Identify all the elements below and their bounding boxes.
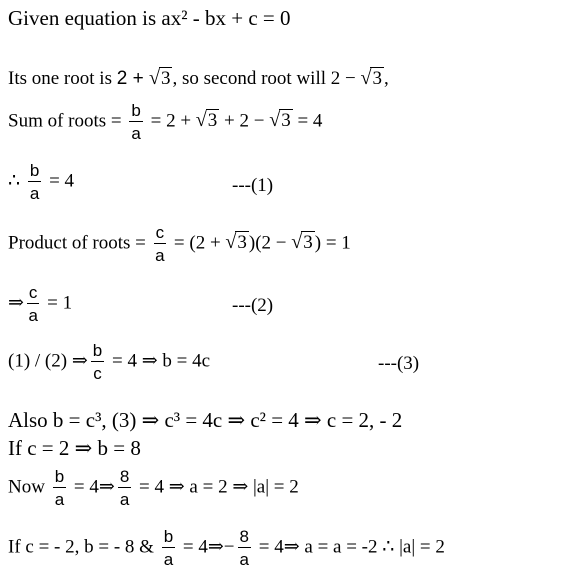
fraction-8-over-a: $\frac{8}{a}$ bbox=[239, 527, 249, 569]
equation-label-1: ---(1) bbox=[232, 175, 274, 196]
case-c-positive: If c = 2 ⇒ b = 8 bbox=[8, 436, 141, 460]
case-a-positive bbox=[8, 468, 299, 508]
sum-result: = 4 bbox=[292, 110, 323, 132]
ratio-label: (1) / (2) ⇒ bbox=[8, 350, 88, 372]
product-expr: = (2 + bbox=[169, 232, 226, 254]
sqrt-3: √3 bbox=[148, 67, 171, 89]
now-label: Now bbox=[8, 476, 50, 498]
product-of-roots bbox=[8, 224, 351, 264]
sum-of-roots bbox=[8, 102, 322, 142]
fraction-b-over-a: $\frac{b}{a}$ bbox=[54, 467, 65, 509]
root-expression: 2 + bbox=[116, 68, 149, 89]
sqrt-3: √3 bbox=[225, 231, 247, 254]
case-c-negative bbox=[8, 528, 445, 568]
negative-case-result: = 4⇒ a = a = -2 ∴ |a| = 2 bbox=[254, 536, 445, 558]
equation-label-3: ---(3) bbox=[378, 353, 420, 374]
equation-3 bbox=[8, 342, 210, 382]
case-a-result: = 4 ⇒ a = 2 ⇒ |a| = 2 bbox=[134, 476, 299, 498]
sqrt-3: √3 bbox=[269, 109, 291, 132]
equation-2-result: = 1 bbox=[42, 292, 73, 314]
sum-expr: = 2 + bbox=[145, 110, 196, 132]
roots-statement bbox=[8, 66, 389, 91]
equation-3-result: = 4 ⇒ b = 4c bbox=[107, 350, 211, 372]
sqrt-3: √3 bbox=[360, 67, 382, 89]
sqrt-3: √3 bbox=[195, 109, 218, 132]
fraction-b-over-c: $\frac{b}{c}$ bbox=[92, 341, 103, 383]
equation-label-2: ---(2) bbox=[232, 295, 274, 316]
fraction-b-over-a: $\frac{b}{a}$ bbox=[29, 161, 40, 203]
implies-symbol: ⇒ bbox=[8, 292, 24, 314]
therefore-symbol: ∴ bbox=[8, 170, 25, 192]
product-result: ) = 1 bbox=[314, 232, 351, 254]
sum-expr: + 2 − bbox=[219, 110, 270, 132]
negative-case-expr: = 4⇒− bbox=[178, 536, 235, 558]
equation-2 bbox=[8, 284, 72, 324]
roots-text: Its one root is bbox=[8, 68, 117, 89]
comma: , bbox=[383, 68, 389, 89]
product-label: Product of roots = bbox=[8, 232, 151, 254]
sum-label: Sum of roots = bbox=[8, 110, 127, 132]
sqrt-3: √3 bbox=[291, 231, 313, 254]
fraction-8-over-a: $\frac{8}{a}$ bbox=[119, 467, 130, 509]
fraction-b-over-a: $\frac{b}{a}$ bbox=[163, 527, 174, 569]
equation-1 bbox=[8, 162, 74, 202]
c-solution: Also b = c³, (3) ⇒ c³ = 4c ⇒ c² = 4 ⇒ c = 2, - 2 bbox=[8, 408, 403, 432]
fraction-c-over-a: $\frac{c}{a}$ bbox=[155, 223, 165, 265]
fraction-b-over-a: $\frac{b}{a}$ bbox=[131, 101, 141, 143]
case-a-expr: = 4⇒ bbox=[69, 476, 115, 498]
equation-1-result: = 4 bbox=[44, 170, 75, 192]
given-equation: Given equation is ax² - bx + c = 0 bbox=[8, 6, 291, 30]
second-root-text: , so second root will 2 − bbox=[172, 68, 361, 89]
negative-case-label: If c = - 2, b = - 8 & bbox=[8, 536, 159, 558]
fraction-c-over-a: $\frac{c}{a}$ bbox=[28, 283, 38, 325]
product-expr: )(2 − bbox=[248, 232, 292, 254]
